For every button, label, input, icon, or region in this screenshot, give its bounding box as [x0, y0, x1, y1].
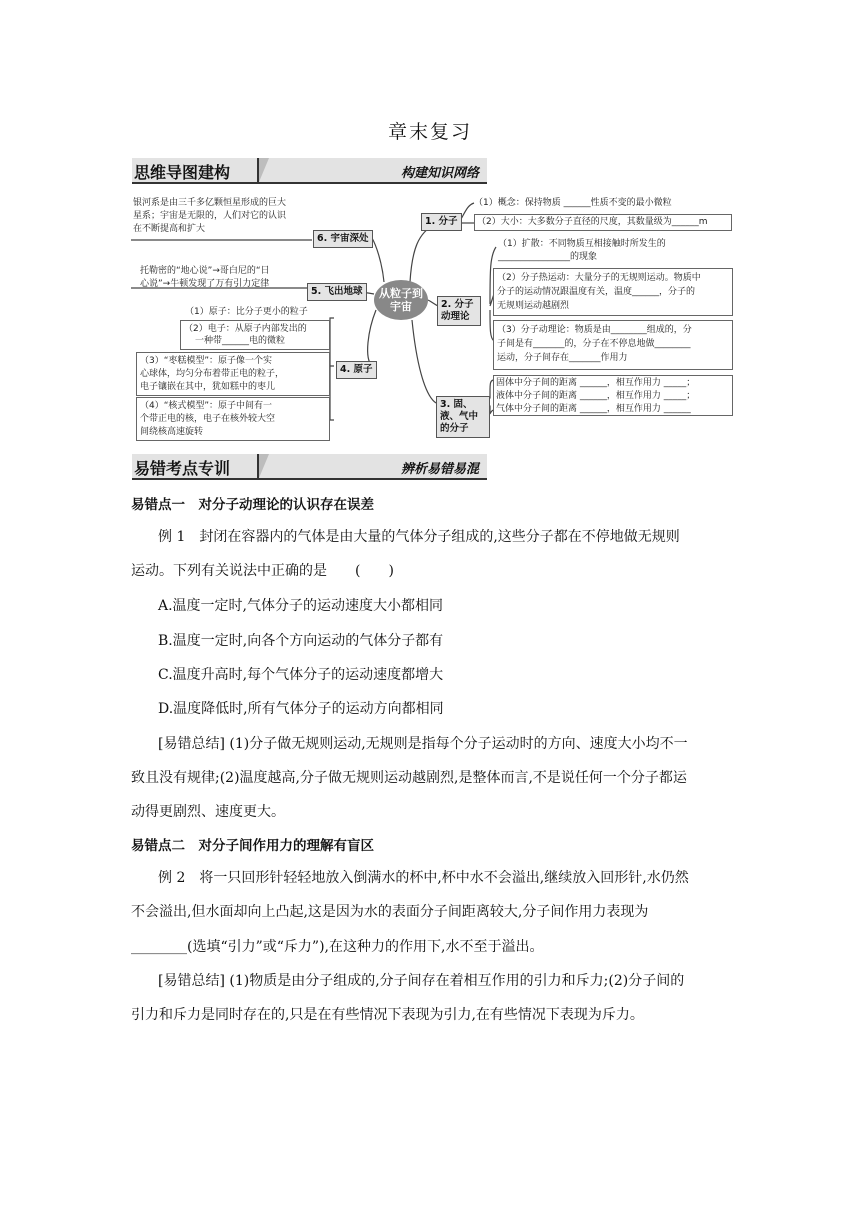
gas-line: 气体中分子间的距离 ______，相互作用力 ______ [496, 404, 691, 414]
node-deep-universe: 6. 宇宙深处 [313, 230, 373, 248]
molecule-size-box [474, 214, 732, 231]
nuclear-model-box [136, 397, 330, 441]
nuclear-line3: 间绕核高速旋转 [140, 427, 204, 437]
theory-line3: 运动，分子间存在_______作用力 [497, 353, 628, 363]
page-title: 章末复习 [387, 121, 472, 143]
molecule-size: （2）大小：大多数分子直径的尺度，其数量级为______m [477, 217, 708, 227]
option-b: B.温度一定时,向各个方向运动的气体分子都有 [158, 633, 444, 649]
mindmap-center-node: 从粒子到宇宙 [374, 280, 428, 320]
summary1-line3: 动得更剧烈、速度更大。 [131, 804, 285, 820]
option-d: D.温度降低时,所有气体分子的运动方向都相同 [158, 701, 444, 717]
theory-line2: 子间是有_______的，分子在不停息地做________ [497, 339, 691, 349]
electron-box [180, 320, 330, 350]
example1-line1: 例 1 封闭在容器内的气体是由大量的气体分子组成的,这些分子都在不停地做无规则 [158, 529, 680, 545]
node-atom: 4. 原子 [336, 361, 377, 379]
thermal-line2: 分子的运动情况跟温度有关，温度______，分子的 [497, 287, 696, 297]
banner-subtitle: 构建知识网络 [400, 166, 479, 181]
mindmap [0, 0, 860, 460]
leave-earth-line2: 心说”→牛顿发现了万有引力定律 [140, 279, 270, 289]
states-box [493, 375, 733, 416]
summary2-line1: [易错总结] (1)物质是由分子组成的,分子间存在着相互作用的引力和斥力;(2)分子间的 [158, 973, 685, 989]
example2-line1: 例 2 将一只回形针轻轻地放入倒满水的杯中,杯中水不会溢出,继续放入回形针,水仍然 [158, 870, 689, 886]
thermal-line1: （2）分子热运动：大量分子的无规则运动。物质中 [497, 273, 701, 283]
node-molecule: 1. 分子 [421, 213, 462, 231]
thermal-motion-box [493, 268, 733, 316]
molecule-concept: （1）概念：保持物质 ______性质不变的最小微粒 [474, 198, 672, 208]
thermal-line3: 无规则运动越剧烈 [497, 301, 570, 311]
banner-title: 易错考点专训 [134, 459, 231, 478]
option-c: C.温度升高时,每个气体分子的运动速度都增大 [158, 667, 444, 683]
banner-title: 思维导图建构 [134, 163, 231, 182]
example2-line2: 不会溢出,但水面却向上凸起,这是因为水的表面分子间距离较大,分子间作用力表现为 [131, 904, 649, 920]
banner-decoration [259, 454, 269, 478]
example1-line2: 运动。下列有关说法中正确的是 ( ) [131, 563, 394, 579]
section1-heading: 易错点一 对分子动理论的认识存在误差 [131, 497, 374, 513]
diffusion-line2: ________________的现象 [498, 252, 598, 262]
section2-heading: 易错点二 对分子间作用力的理解有盲区 [131, 838, 374, 854]
summary2-line2: 引力和斥力是同时存在的,只是在有些情况下表现为引力,在有些情况下表现为斥力。 [131, 1007, 644, 1023]
electron-line2: 一种带______电的微粒 [195, 336, 286, 346]
plum-line1: （3）“枣糕模型”：原子像一个实 [140, 356, 273, 366]
leave-earth-line1: 托勒密的“地心说”→哥白尼的“日 [140, 266, 270, 276]
summary1-line2: 致且没有规律;(2)温度越高,分子做无规则运动越剧烈,是整体而言,不是说任何一个分子都运 [131, 770, 687, 786]
nuclear-line1: （4）“核式模型”：原子中间有一 [140, 401, 273, 411]
liquid-line: 液体中分子间的距离 ______，相互作用力 _____； [496, 391, 696, 401]
universe-line1: 银河系是由三千多亿颗恒星形成的巨大 [133, 198, 287, 208]
solid-line: 固体中分子间的距离 ______，相互作用力 _____； [496, 378, 696, 388]
plum-line3: 电子镶嵌在其中，犹如糕中的枣儿 [140, 382, 276, 392]
diffusion-line1: （1）扩散：不同物质互相接触时所发生的 [498, 239, 666, 249]
theory-line1: （3）分子动理论：物质是由________组成的，分 [497, 325, 692, 335]
errors-banner [132, 454, 487, 480]
plum-pudding-box [136, 352, 330, 396]
plum-line2: 心球体，均匀分布着带正电的粒子， [140, 369, 285, 379]
node-molecular-theory: 2. 分子动理论 [437, 296, 481, 326]
node-leave-earth: 5. 飞出地球 [307, 283, 367, 301]
nuclear-line2: 个带正电的核，电子在核外较大空 [140, 414, 276, 424]
universe-line2: 星系；宇宙是无限的，人们对它的认识 [133, 211, 287, 221]
summary1-line1: [易错总结] (1)分子做无规则运动,无规则是指每个分子运动时的方向、速度大小均不一 [158, 736, 688, 752]
banner-subtitle: 辨析易错易混 [400, 462, 479, 477]
universe-line3: 在不断提高和扩大 [133, 224, 206, 234]
atom-item-1: （1）原子：比分子更小的粒子 [185, 307, 308, 317]
example2-line3: ________(选填“引力”或“斥力”),在这种力的作用下,水不至于溢出。 [131, 939, 544, 955]
electron-line1: （2）电子：从原子内部发出的 [184, 324, 307, 334]
option-a: A.温度一定时,气体分子的运动速度大小都相同 [158, 598, 444, 614]
node-states-of-matter: 3. 固、液、气中的分子 [436, 396, 490, 438]
kinetic-theory-box [493, 320, 733, 370]
